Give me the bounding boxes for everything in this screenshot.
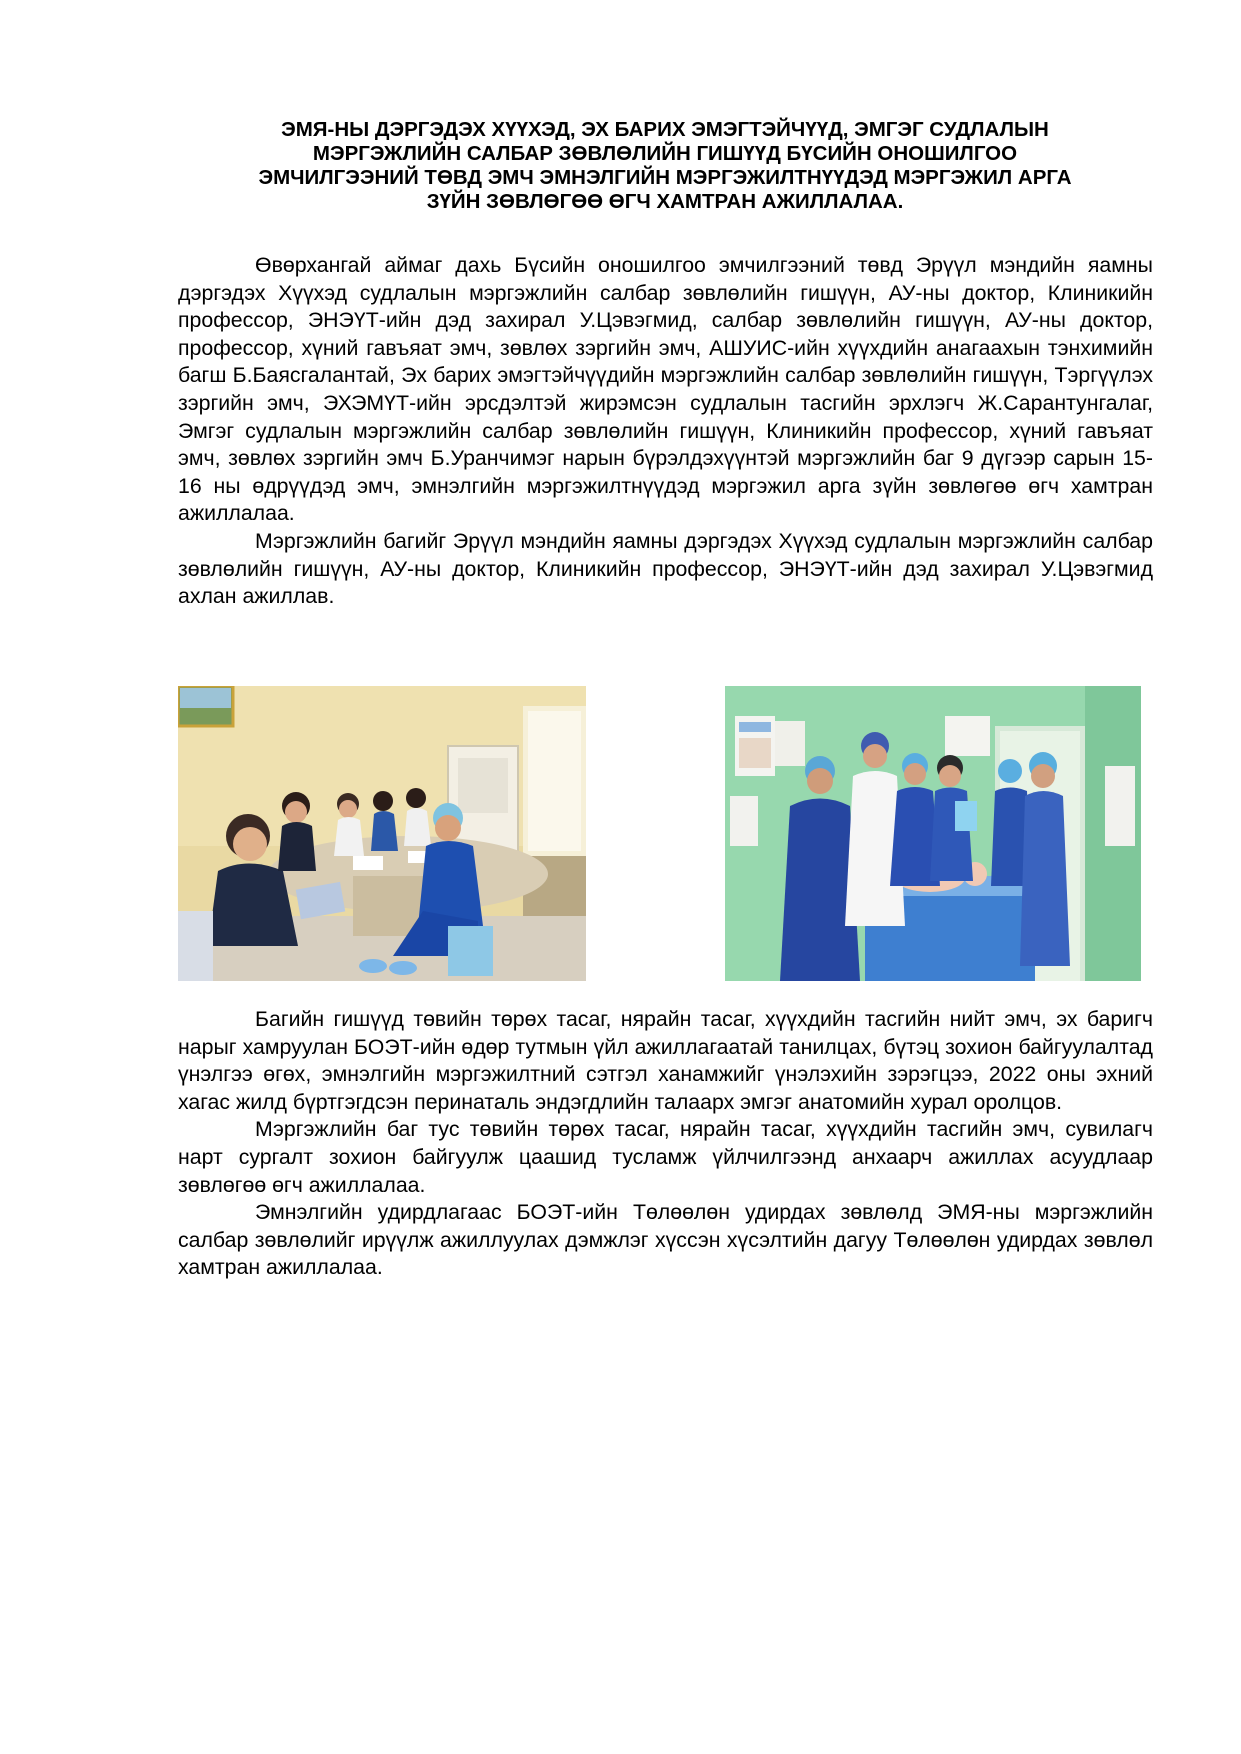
meeting-photo-illustration (178, 686, 586, 981)
paragraph: Өвөрхангай аймаг дахь Бүсийн оношилгоо эмчилгээний төвд Эрүүл мэндийн яамны дэргэдэх Хүүхэд судлалын мэргэжлийн салбар зөвлөлийн гишүүн, АУ-ны доктор, Клиникийн профессор, ЭНЭҮТ-ийн дэд захирал У.Цэвэгмид, салбар зөвлөлийн гишүүн, АУ-ны доктор, профессор, хүний гавъяат эмч, зөвлөх зэргийн эмч, АШУИС-ийн хүүхдийн анагаахын тэнхимийн багш Б.Баясгалантай, Эх барих эмэгтэйчүүдийн мэргэжлийн салбар зөвлөлийн гишүүн, Тэргүүлэх зэргийн эмч, ЭХЭМҮТ-ийн эрсдэлтэй жирэмсэн судлалын тасгийн эрхлэгч Ж.Сарантунгалаг, Эмгэг судлалын мэргэжлийн салбар зөвлөлийн гишүүн, Клиникийн профессор, хүний гавъяат эмч, зөвлөх зэргийн эмч Б.Уранчимэг нарын бүрэлдэхүүнтэй мэргэжлийн баг 9 дүгээр сарын 15-16 ны өдрүүдэд эмч, эмнэлгийн мэргэжилтнүүдэд мэргэжил арга зүйн зөвлөгөө өгч хамтран ажиллалаа. (178, 253, 1153, 526)
training-photo (725, 686, 1141, 981)
title-line: ЗҮЙН ЗӨВЛӨГӨӨ ӨГЧ ХАМТРАН АЖИЛЛАЛАА. (426, 190, 904, 213)
title-line: ЭМЯ-НЫ ДЭРГЭДЭХ ХҮҮХЭД, ЭХ БАРИХ ЭМЭГТЭЙЧҮҮД, ЭМГЭГ СУДЛАЛЫН (281, 118, 1049, 141)
paragraph: Мэргэжлийн багийг Эрүүл мэндийн яамны дэргэдэх Хүүхэд судлалын мэргэжлийн салбар зөвлөлийн гишүүн, АУ-ны доктор, Клиникийн профессор, ЭНЭҮТ-ийн дэд захирал У.Цэвэгмид ахлан ажиллав. (178, 528, 1153, 609)
title-line: ЭМЧИЛГЭЭНИЙ ТӨВД ЭМЧ ЭМНЭЛГИЙН МЭРГЭЖИЛТНҮҮДЭД МЭРГЭЖИЛ АРГА (258, 166, 1072, 189)
body-text-top (178, 252, 1153, 611)
title-line: МЭРГЭЖЛИЙН САЛБАР ЗӨВЛӨЛИЙН ГИШҮҮД БҮСИЙН ОНОШИЛГОО (312, 142, 1018, 165)
paragraph: Эмнэлгийн удирдлагаас БОЭТ-ийн Төлөөлөн удирдах зөвлөлд ЭМЯ-ны мэргэжлийн салбар зөвлөлийг ирүүлж ажиллуулах дэмжлэг хүссэн хүсэлтийн дагуу Төлөөлөн удирдах зөвлөл хамтран ажиллалаа. (178, 1200, 1153, 1280)
document-title (200, 118, 1130, 214)
paragraph: Мэргэжлийн баг тус төвийн төрөх тасаг, нярайн тасаг, хүүхдийн тасгийн эмч, сувилагч нарт сургалт зохион байгуулж цаашид тусламж үйлчилгээнд анхаарч ажиллах асуудлаар зөвлөгөө өгч ажиллалаа. (178, 1117, 1153, 1197)
paragraph: Багийн гишүүд төвийн төрөх тасаг, нярайн тасаг, хүүхдийн тасгийн нийт эмч, эх баригч нарыг хамруулан БОЭТ-ийн өдөр тутмын үйл ажиллагаатай танилцах, бүтэц зохион байгуулалтад үнэлгээ өгөх, эмнэлгийн мэргэжилтний сэтгэл ханамжийг үнэлэхийн зэрэгцээ, 2022 оны эхний хагас жилд бүртгэгдсэн перинаталь эндэгдлийн талаарх эмгэг анатомийн хурал оролцов. (178, 1007, 1153, 1114)
training-photo-illustration (725, 686, 1141, 981)
meeting-photo (178, 686, 586, 981)
body-text-bottom (178, 1006, 1153, 1282)
